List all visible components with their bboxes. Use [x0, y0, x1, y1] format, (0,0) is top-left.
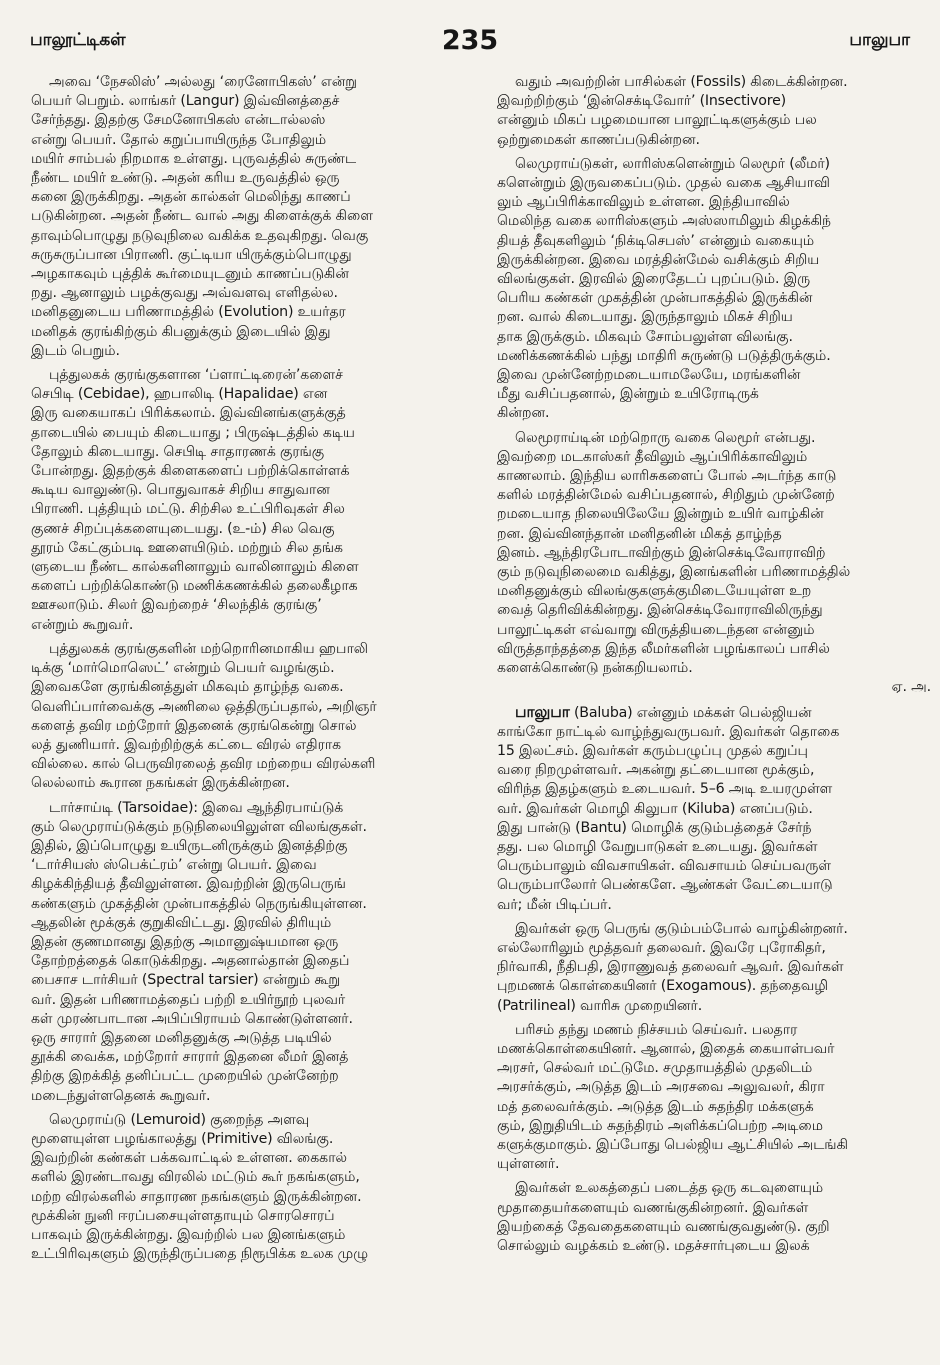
paragraph — [497, 703, 937, 915]
text-line: யுள்ளனர். — [497, 1156, 560, 1173]
text-line: என்றும் கூறுவர். — [31, 616, 134, 633]
text-line: களில் இரண்டாவது விரலில் மட்டும் கூர் நகங்களும், — [31, 1169, 360, 1186]
paragraph — [497, 1021, 937, 1175]
text-line: தோற்றத்தைக் கொடுக்கிறது. அதனால்தான் இதைப் — [31, 953, 350, 970]
text-line: இரு வகையாகப் பிரிக்கலாம். இவ்வினங்களுக்குத் — [31, 405, 346, 422]
text-line: ‘டார்சியஸ் ஸ்பெக்ட்ரம்’ என்று பெயர். இவை — [31, 857, 317, 874]
paragraph — [31, 799, 471, 1106]
text-line: இவர்கள் உலகத்தைப் படைத்த ஒரு கடவுளையும் — [515, 1180, 824, 1197]
text-line: டார்சாய்டி (Tarsoidae): இவை ஆந்திரபாய்டுக் — [49, 799, 344, 816]
text-line: கும் நடுவுநிலைமை வகித்து, இனங்களின் பரிணாமத்தில் — [497, 564, 851, 581]
text-line: மனிதனுடைய பரிணாமத்தில் (Evolution) உயர்தர — [31, 304, 346, 321]
text-line: அரசர், செல்வர் மட்டுமே. சமுதாயத்தில் முதலிடம் — [497, 1060, 813, 1077]
text-line: மத் தலைவர்க்கும். அடுத்த இடம் சுதந்திர மக்களுக் — [497, 1098, 814, 1115]
text-line: மூக்கின் நுனி ஈரப்பசையுள்ளதாயும் சொரசொரப் — [31, 1207, 335, 1224]
text-line: லும் ஆப்பிரிக்காவிலும் உள்ளன. இந்தியாவில் — [497, 194, 790, 211]
text-line: செபிடி (Cebidae), ஹபாலிடி (Hapalidae) என — [31, 386, 328, 403]
text-line: இடம் பெறும். — [31, 342, 120, 359]
text-line: வதும் அவற்றின் பாசில்கள் (Fossils) கிடைக்கின்றன. — [515, 74, 848, 90]
text-line: மனிதனுக்கும் விலங்குகளுக்குமிடையேயுள்ள உற — [497, 583, 812, 600]
text-line: ளுடைய நீண்ட கால்களினாலும் வாலினாலும் கிளை — [31, 559, 359, 576]
text-line: விலங்குகள். இரவில் இரைதேடப் புறப்படும். இரு — [497, 271, 811, 288]
paragraph — [497, 155, 937, 424]
text-line: தோலும் கிடையாது. செபிடி சாதாரணக் குரங்கு — [31, 443, 325, 460]
running-head-right: பாலுபா — [849, 30, 910, 50]
paragraph — [31, 1111, 471, 1265]
text-line: வர்; மீன் பிடிப்பர். — [497, 896, 612, 913]
text-line: சொல்லும் வழக்கம் உண்டு. மதச்சார்புடைய இலக் — [497, 1237, 810, 1254]
text-line: விருத்தாந்தத்தை இந்த லீமர்களின் பழங்காலப் பாசில் — [497, 640, 830, 657]
text-line: பெரிய கண்கள் முகத்தின் முன்பாகத்தில் இருக்கின் — [497, 290, 813, 307]
text-line: இனம். ஆந்திரபோடாவிற்கும் இன்செக்டிவோராவிற் — [497, 544, 826, 561]
text-line: மணிக்கணக்கில் பந்து மாதிரி சுருண்டு படுத்திருக்கும். — [497, 347, 831, 364]
text-line: பெரும்பாலும் விவசாயிகள். விவசாயம் செய்பவருள் — [497, 858, 831, 875]
paragraph — [31, 366, 471, 635]
text-line: இயற்கைத் தேவதைகளையும் வணங்குவதுண்டு. குறி — [497, 1218, 830, 1235]
running-head-left: பாலூட்டிகள் — [30, 30, 126, 50]
text-line: தாவும்பொழுது நடுவுநிலை வகிக்க உதவுகிறது. வெகு — [31, 227, 369, 244]
text-line: களில் மரத்தின்மேல் வசிப்பதனால், சிறிதும் முன்னேற் — [497, 487, 835, 504]
text-line: களைத் தவிர மற்றோர் இதனைக் குரங்கென்று சொல் — [31, 717, 357, 734]
text-line: லெமூராய்டின் மற்றொரு வகை லெமூர் என்பது. — [515, 429, 816, 446]
text-line: இவைகளே குரங்கினத்துள் மிகவும் தாழ்ந்த வகை. — [31, 679, 344, 696]
text-line: கள் முரண்பாடான அபிப்பிராயம் கொண்டுள்ளனர். — [31, 1010, 353, 1027]
text-line: பாலூட்டிகள் எவ்வாறு விருத்தியடைந்தன என்னும் — [497, 621, 815, 638]
text-line: இதன் குணமானது இதற்கு அமானுஷ்யமான ஒரு — [31, 933, 339, 950]
text-line: தியத் தீவுகளிலும் ‘நிக்டிசெபஸ்’ என்னும் வகையும் — [497, 232, 815, 249]
paragraph — [31, 73, 471, 361]
paragraph — [31, 640, 471, 794]
text-line: லெமுராய்டு (Lemuroid) குறைந்த அளவு — [49, 1111, 310, 1128]
right-column — [497, 73, 937, 1261]
paragraph — [497, 1179, 937, 1256]
text-line: மீது வசிப்பதனால், இன்றும் உயிரோடிருக் — [497, 386, 759, 403]
text-line: ஆதலின் மூக்குக் குறுகிவிட்டது. இரவில் திரியும் — [31, 914, 332, 931]
text-line: களுக்குமாகும். இப்போது பெல்ஜிய ஆட்சியில் அடங்கி — [497, 1136, 848, 1153]
text-line: உட்பிரிவுகளும் இருந்திருப்பதை நிரூபிக்க உலக முழு — [31, 1246, 369, 1263]
text-line: மற்ற விரல்களில் சாதாரண நகங்களும் இருக்கின்றன. — [31, 1188, 362, 1205]
text-line: தாக இருக்கும். மிகவும் சோம்பலுள்ள விலங்கு. — [497, 328, 793, 345]
text-line: புறமணக் கொள்கையினர் (Exogamous). தந்தைவழி — [497, 978, 828, 995]
text-line: சுருசுருப்பான பிராணி. குட்டியா யிருக்கும்பொழுது — [31, 246, 352, 263]
text-line: ஒரு சாரார் இதனை மனிதனுக்கு அடுத்த படியில் — [31, 1029, 332, 1046]
text-line: களைப் பற்றிக்கொண்டு மணிக்கணக்கில் தலைகீழாக — [31, 578, 358, 595]
text-line: தூரம் கேட்கும்படி ஊளையிடும். மற்றும் சில தங்க — [31, 539, 343, 556]
text-line: பைசாச டார்சியர் (Spectral tarsier) என்றும் கூறு — [31, 972, 341, 989]
text-line: இது பான்டு (Bantu) மொழிக் குடும்பத்தைச் சேர்ந் — [497, 819, 812, 836]
text-line: போன்றது. இதற்குக் கிளைகளைப் பற்றிக்கொள்ளக் — [31, 463, 350, 480]
text-line: சேர்ந்தது. இதற்கு சேமனோபிகஸ் என்டால்லஸ் — [31, 112, 326, 129]
author-initials: ஏ. அ. — [891, 679, 931, 696]
text-line: தது. பல மொழி வேறுபாடுகள் உடையது. இவர்கள் — [497, 838, 818, 855]
text-line: றமடையாத நிலையிலேயே இன்றும் உயிர் வாழ்கின் — [497, 506, 824, 523]
text-line: களென்றும் இருவகைப்படும். முதல் வகை ஆசியாவி — [497, 175, 830, 192]
text-line: ஒற்றுமைகள் காணப்படுகின்றன. — [497, 131, 700, 148]
text-line: என்னும் மிகப் பழமையான பாலூட்டிகளுக்கும் பல — [497, 112, 817, 129]
text-line: இருக்கின்றன. இவை மரத்தின்மேல் வசிக்கும் சிறிய — [497, 251, 820, 268]
text-line: மடைந்துள்ளதெனக் கூறுவர். — [31, 1087, 211, 1104]
text-line: நிர்வாகி, நீதிபதி, இராணுவத் தலைவர் ஆவர். இவர்கள் — [497, 959, 844, 976]
text-line: அவை ‘நேசலிஸ்’ அல்லது ‘ரைனோபிகஸ்’ என்று — [49, 74, 357, 90]
text-line: புத்துலகக் குரங்குகளின் மற்றொரினமாகிய ஹபாலி — [49, 640, 369, 657]
paragraph — [497, 73, 937, 150]
text-line: காணலாம். இந்திய லாரிசுகளைப் போல் அடர்ந்த காடு — [497, 468, 837, 485]
text-line: பாகவும் இருக்கின்றது. இவற்றில் பல இனங்களும் — [31, 1226, 346, 1243]
text-line: இவை முன்னேற்றமடையாமலேயே, மரங்களின் — [497, 367, 801, 384]
text-line: மூதாதையர்களையும் வணங்குகின்றனர். இவர்கள் — [497, 1199, 809, 1216]
text-line: என்று பெயர். தோல் கறுப்பாயிருந்த போதிலும் — [31, 131, 327, 148]
text-line: லத் துணியார். இவற்றிற்குக் கட்டை விரல் எதிராக — [31, 736, 342, 753]
text-line — [497, 703, 937, 723]
text-line: இவற்றை மடகாஸ்கர் தீவிலும் ஆப்பிரிக்காவிலும் — [497, 448, 808, 465]
text-line: பிராணி. புத்தியும் மட்டு. சிற்சில உட்பிரிவுகள் சில — [31, 501, 345, 518]
text-line: கின்றன. — [497, 405, 550, 422]
text-line: லெமுராய்டுகள், லாரிஸ்களென்றும் லெமூர் (லீமர்) — [515, 155, 830, 172]
text-line: நீண்ட மயிர் உண்டு. அதன் கரிய உருவத்தில் ஒரு — [31, 170, 340, 187]
text-line: வெளிப்பார்வைக்கு அணிலை ஒத்திருப்பதால், அறிஞர் — [31, 698, 377, 715]
text-line: (Patrilineal) வாரிசு முறையினர். — [497, 997, 703, 1014]
text-line: 15 இலட்சம். இவர்கள் கரும்பழுப்பு முதல் கறுப்பு — [497, 742, 808, 759]
text-line: பெரும்பாலோர் பெண்களே. ஆண்கள் வேட்டையாடு — [497, 877, 833, 894]
text-line: ஊசலாடும். சிலர் இவற்றைச் ‘சிலந்திக் குரங்கு’ — [31, 597, 322, 614]
paragraph — [497, 429, 937, 698]
text-line: கும், இறுதியிடம் சுதந்திரம் அளிக்கப்பெற்ற அடிமை — [497, 1117, 823, 1134]
entry-headword: பாலுபா — [515, 702, 570, 721]
text-line: லெல்லாம் கூரான நகங்கள் இருக்கின்றன. — [31, 775, 290, 792]
text-line: தாடையில் பையும் கிடையாது ; பிருஷ்டத்தில் கடிய — [31, 424, 355, 441]
left-column — [31, 73, 471, 1269]
text-line: புத்துலகக் குரங்குகளான ‘ப்ளாட்டிரைன்’களைச் — [49, 367, 343, 384]
text-line: றன. இவ்வினந்தான் மனிதனின் மிகத் தாழ்ந்த — [497, 525, 782, 542]
text-line: வைத் தெரிவிக்கின்றது. இன்செக்டிவோராவிலிருந்து — [497, 602, 823, 619]
text-line: மூளையுள்ள பழங்காலத்து (Primitive) விலங்கு. — [31, 1130, 334, 1147]
text-line: இவற்றிற்கும் ‘இன்செக்டிவோர்’ (Insectivore) — [497, 93, 786, 110]
text-line: டிக்கு ‘மார்மொஸெட்’ என்றும் பெயர் வழங்கும். — [31, 660, 335, 677]
text-line: காங்கோ நாட்டில் வாழ்ந்துவருபவர். இவர்கள் தொகை — [497, 723, 840, 740]
text-line: கண்களும் முகத்தின் முன்பாகத்தில் நெருங்கியுள்ளன. — [31, 895, 367, 912]
text-line: கிழக்கிந்தியத் தீவிலுள்ளன. இவற்றின் இருபெருங் — [31, 876, 346, 893]
text-line: பரிசம் தந்து மணம் நிச்சயம் செய்வர். பலதார — [515, 1021, 798, 1038]
text-line: இதில், இப்பொழுது உயிருடனிருக்கும் இனத்திற்கு — [31, 837, 348, 854]
text-line: வர். இவர்கள் மொழி கிலுபா (Kiluba) எனப்படும். — [497, 800, 813, 817]
text-line: கூடிய வாலுண்டு. பொதுவாகச் சிறிய சாதுவான — [31, 482, 330, 499]
text-line: மணக்கொள்கையினர். ஆனால், இதைக் கையாள்பவர் — [497, 1040, 835, 1057]
paragraph — [497, 920, 937, 1016]
text-line: தூக்கி வைக்க, மற்றோர் சாரார் இதனை லீமர் இனத் — [31, 1049, 349, 1066]
text-line: கனை இருக்கிறது. அதன் கால்கள் மெலிந்து காணப் — [31, 189, 351, 206]
page-number: 235 — [441, 25, 499, 56]
text-line: திற்கு இறக்கித் தனிப்பட்ட முறையில் முன்னேற்ற — [31, 1068, 339, 1085]
text-line: களைக்கொண்டு நன்கறியலாம். — [497, 660, 693, 677]
line-text: (Baluba) என்னும் மக்கள் பெல்ஜியன் — [569, 704, 812, 721]
text-line: மயிர் சாம்பல் நிறமாக உள்ளது. புருவத்தில் சுருண்ட — [31, 150, 357, 167]
text-line: அரசர்க்கும், அடுத்த இடம் அரசவை அலுவலர், கிரா — [497, 1079, 825, 1096]
text-line: கும் லெமுராய்டுக்கும் நடுநிலையிலுள்ள விலங்குகள். — [31, 818, 367, 835]
text-line: குணச் சிறப்புக்களையுடையது. (உ-ம்) சில வெகு — [31, 520, 335, 537]
text-line: மெலிந்த வகை லாரிஸ்களும் அஸ்ஸாமிலும் கிழக்கிந் — [497, 213, 831, 230]
text-line: வில்லை. கால் பெருவிரலைத் தவிர மற்றைய விரல்களி — [31, 756, 376, 773]
text-line: படுகின்றன. அதன் நீண்ட வால் அது கிளைக்குக் கிளை — [31, 208, 374, 225]
text-line: றன. வால் கிடையாது. இருந்தாலும் மிகச் சிறிய — [497, 309, 793, 326]
text-line: அழகாகவும் புத்திக் கூர்மையுடனும் காணப்படுகின் — [31, 266, 349, 283]
text-line: பெயர் பெறும். லாங்கர் (Langur) இவ்வினத்தைச் — [31, 93, 340, 110]
text-line: எல்லோரிலும் மூத்தவர் தலைவர். இவரே புரோகிதர், — [497, 939, 826, 956]
text-line: மனிதக் குரங்கிற்கும் கிபனுக்கும் இடையில் இது — [31, 323, 331, 340]
text-line: விரிந்த இதழ்களும் உடையவர். 5–6 அடி உயரமுள்ள — [497, 781, 833, 798]
text-line: றது. ஆனாலும் பழக்குவது அவ்வளவு எளிதல்ல. — [31, 285, 338, 302]
text-line: வரை நிறமுள்ளவர். அகன்று தட்டையான மூக்கும், — [497, 762, 815, 779]
text-line: இவற்றின் கண்கள் பக்கவாட்டில் உள்ளன. கைகால் — [31, 1150, 348, 1167]
text-line: இவர்கள் ஒரு பெருங் குடும்பம்போல் வாழ்கின்றனர். — [515, 920, 848, 937]
text-line: வர். இதன் பரிணாமத்தைப் பற்றி உயிர்நூற் புலவர் — [31, 991, 346, 1008]
